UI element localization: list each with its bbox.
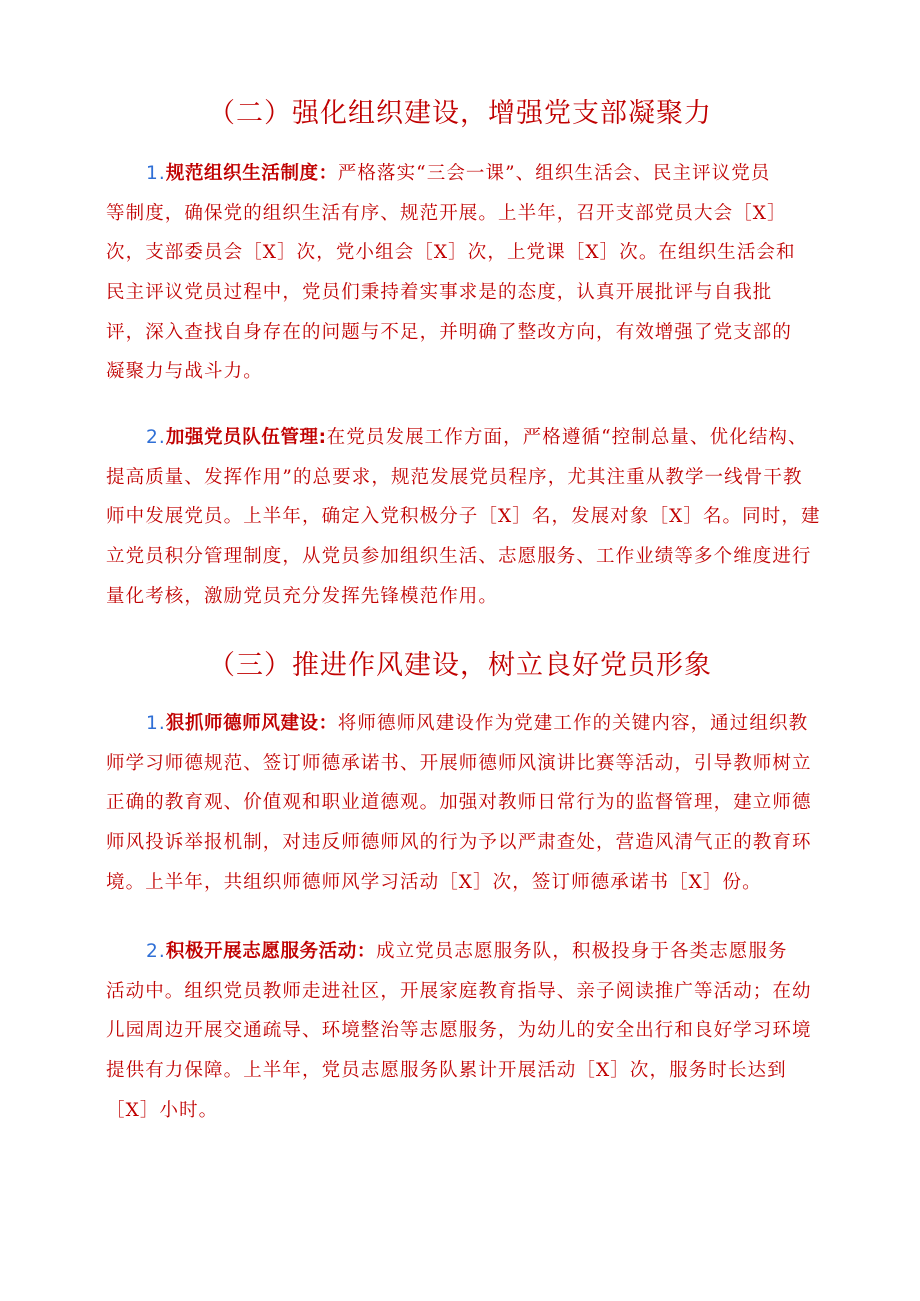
paragraph-line (106, 704, 828, 744)
paragraph-line: 活动中。组织党员教师走进社区，开展家庭教育指导、亲子阅读推广等活动；在幼 (106, 980, 812, 1002)
paragraph-line: 次，支部委员会［X］次，党小组会［X］次，上党课［X］次。在组织生活会和 (106, 242, 796, 264)
item-number: 1. (146, 713, 166, 734)
paragraph-line: 等制度，确保党的组织生活有序、规范开展。上半年，召开支部党员大会［X］ (106, 202, 787, 224)
item-lead: 加强党员队伍管理: (165, 427, 327, 448)
line-text: 在党员发展工作方面，严格遵循“控制总量、优化结构、 (326, 427, 808, 448)
paragraph-line: 师学习师德规范、签订师德承诺书、开展师德师风演讲比赛等活动，引导教师树立 (106, 752, 812, 774)
paragraph-line: 师风投诉举报机制，对违反师德师风的行为予以严肃查处，营造风清气正的教育环 (106, 832, 812, 854)
item-lead: 狠抓师德师风建设： (165, 713, 338, 734)
line-text: 成立党员志愿服务队，积极投身于各类志愿服务 (375, 941, 788, 962)
paragraph-2-2 (106, 418, 828, 616)
line-text: 将师德师风建设作为党建工作的关键内容，通过组织教 (337, 713, 809, 734)
item-lead: 积极开展志愿服务活动： (165, 941, 376, 962)
paragraph-line: 凝聚力与战斗力。 (106, 361, 263, 383)
paragraph-2-1 (106, 154, 828, 392)
paragraph-line: 境。上半年，共组织师德师风学习活动［X］次，签订师德承诺书［X］份。 (106, 871, 762, 893)
paragraph-line: 评，深入查找自身存在的问题与不足，并明确了整改方向，有效增强了党支部的 (106, 321, 793, 343)
paragraph-line: 师中发展党员。上半年，确定入党积极分子［X］名，发展对象［X］名。同时，建 (106, 506, 821, 528)
paragraph-line (106, 932, 828, 972)
paragraph-line: 量化考核，激励党员充分发挥先锋模范作用。 (106, 585, 499, 607)
paragraph-line: 正确的教育观、价值观和职业道德观。加强对教师日常行为的监督管理，建立师德 (106, 792, 812, 814)
paragraph-line: 提供有力保障。上半年，党员志愿服务队累计开展活动［X］次，服务时长达到 (106, 1060, 787, 1082)
item-number: 2. (146, 941, 166, 962)
paragraph-line: ［X］小时。 (106, 1099, 219, 1121)
paragraph-line (106, 418, 828, 458)
item-number: 2. (146, 427, 166, 448)
item-number: 1. (146, 163, 166, 184)
section-heading-3: （三）推进作风建设，树立良好党员形象 (208, 650, 712, 681)
paragraph-line: 儿园周边开展交通疏导、环境整治等志愿服务，为幼儿的安全出行和良好学习环境 (106, 1020, 812, 1042)
paragraph-line: 立党员积分管理制度，从党员参加组织生活、志愿服务、工作业绩等多个维度进行 (106, 546, 812, 568)
paragraph-3-1 (106, 704, 828, 902)
paragraph-line (106, 154, 828, 194)
paragraph-3-2 (106, 932, 828, 1130)
paragraph-line: 民主评议党员过程中，党员们秉持着实事求是的态度，认真开展批评与自我批 (106, 282, 773, 304)
item-lead: 规范组织生活制度： (165, 163, 338, 184)
section-heading-2: （二）强化组织建设，增强党支部凝聚力 (208, 98, 712, 129)
line-text: 严格落实“三会一课”、组织生活会、民主评议党员 (337, 163, 771, 184)
paragraph-line: 提高质量、发挥作用”的总要求，规范发展党员程序，尤其注重从教学一线骨干教 (106, 466, 803, 488)
